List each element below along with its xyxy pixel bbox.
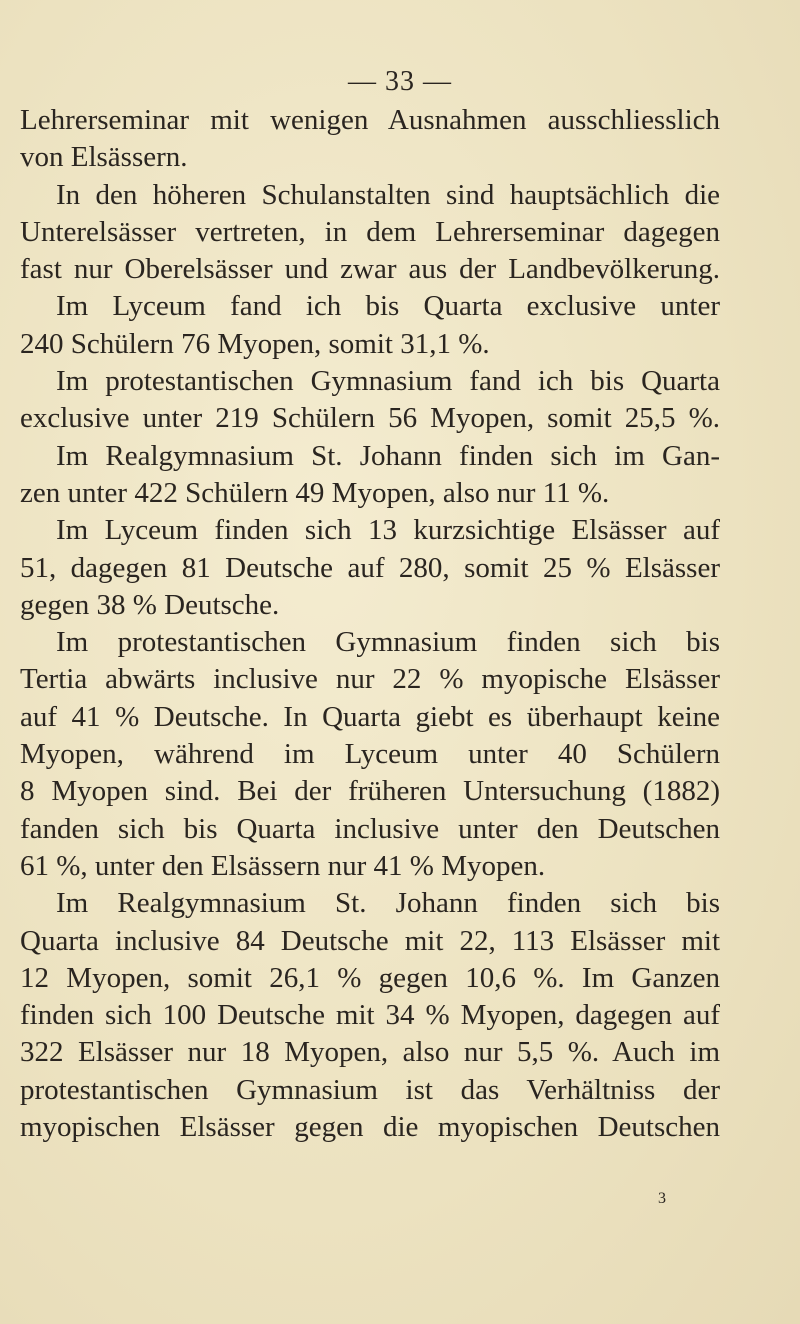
text-line: finden sich 100 Deutsche mit 34 % Myopen, dagegen auf <box>20 999 720 1032</box>
text-line: 61 %, unter den Elsässern nur 41 % Myopen. <box>20 849 546 882</box>
text-line: Im Realgymnasium St. Johann finden sich bis <box>56 887 720 920</box>
text-line: myopischen Elsässer gegen die myopischen Deutschen <box>20 1111 720 1144</box>
text-line: 8 Myopen sind. Bei der früheren Untersuchung (1882) <box>20 775 720 808</box>
page-number: — 33 — <box>348 66 452 97</box>
text-line: Im Lyceum fand ich bis Quarta exclusive unter <box>56 290 720 323</box>
text-line: gegen 38 % Deutsche. <box>20 588 280 621</box>
text-line: Im protestantischen Gymnasium fand ich bis Quarta <box>56 365 720 398</box>
text-line: Myopen, während im Lyceum unter 40 Schülern <box>20 738 720 771</box>
text-line: zen unter 422 Schülern 49 Myopen, also nur 11 %. <box>20 476 610 509</box>
text-line: Unterelsässer vertreten, in dem Lehrerseminar dagegen <box>20 215 720 248</box>
text-line: Quarta inclusive 84 Deutsche mit 22, 113 Elsässer mit <box>20 924 720 957</box>
text-line: 51, dagegen 81 Deutsche auf 280, somit 25 % Elsässer <box>20 551 720 584</box>
body-text <box>20 102 720 1146</box>
signature-mark: 3 <box>658 1190 666 1207</box>
text-line: Im protestantischen Gymnasium finden sich bis <box>56 626 720 659</box>
text-line: Lehrerseminar mit wenigen Ausnahmen ausschliesslich <box>20 104 720 136</box>
text-line: In den höheren Schulanstalten sind hauptsächlich die <box>56 178 720 211</box>
text-line: fanden sich bis Quarta inclusive unter den Deutschen <box>20 812 720 845</box>
text-line: 12 Myopen, somit 26,1 % gegen 10,6 %. Im Ganzen <box>20 961 720 994</box>
text-line: Im Lyceum finden sich 13 kurzsichtige Elsässer auf <box>56 514 720 547</box>
text-line: Tertia abwärts inclusive nur 22 % myopische Elsässer <box>20 663 720 696</box>
text-line: Im Realgymnasium St. Johann finden sich im Gan- <box>56 439 720 472</box>
text-line: auf 41 % Deutsche. In Quarta giebt es überhaupt keine <box>20 700 720 733</box>
text-line: 322 Elsässer nur 18 Myopen, also nur 5,5 %. Auch im <box>20 1036 720 1069</box>
text-line: 240 Schülern 76 Myopen, somit 31,1 %. <box>20 327 490 360</box>
text-line: von Elsässern. <box>20 141 188 174</box>
text-line: exclusive unter 219 Schülern 56 Myopen, somit 25,5 %. <box>20 402 720 435</box>
text-line: fast nur Oberelsässer und zwar aus der Landbevölkerung. <box>20 253 720 286</box>
text-line: protestantischen Gymnasium ist das Verhältniss der <box>20 1073 720 1106</box>
